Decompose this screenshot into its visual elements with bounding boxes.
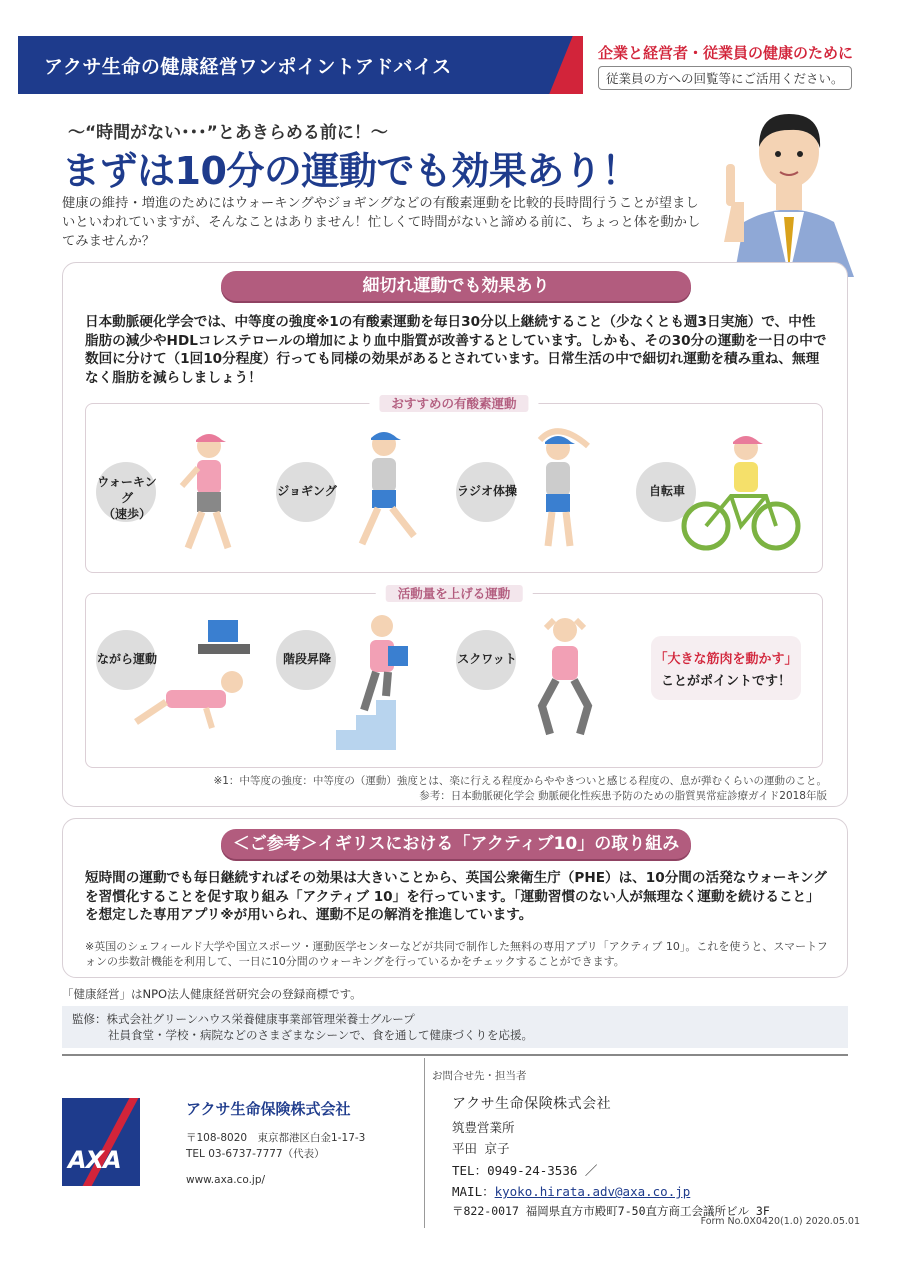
businessman-illustration	[704, 102, 874, 277]
exercise-label-stairs: 階段昇降	[282, 652, 331, 666]
header-title: アクサ生命の健康経営ワンポイントアドバイス	[44, 56, 452, 78]
exercise-card-jogging	[276, 410, 444, 550]
section1-body: 日本動脈硬化学会では、中等度の強度※1の有酸素運動を毎日30分以上継続すること（少なくとも週3日実施）で、中性脂肪の減少やHDLコレステロールの増加により血中脂質が改善するとしています。しかも、その30分の運動を一日の中で数回に分けて（1回10分程度）行っても同様の効果があるとされています。日常生活の中で細切れ運動を積み重ね、無理なく脂肪を減らしましょう！	[85, 314, 827, 386]
hero-intro: 健康の維持・増進のためにはウォーキングやジョギングなどの有酸素運動を比較的長時間行うことが望ましいといわれていますが、そんなことはありません！忙しくて時間がないと諦める前に、ちょっと体を動かしてみませんか？	[62, 196, 701, 249]
exercise-label-squat: スクワット	[457, 652, 517, 666]
exercise-label-jogging: ジョギング	[277, 484, 337, 498]
header-subtitle: 企業と経営者・従業員の健康のために	[598, 44, 854, 62]
aerobic-exercise-box	[85, 396, 823, 573]
hero-headline: まずは10分の運動でも効果あり！	[62, 149, 639, 193]
point-black-text: ことがポイントです！	[660, 674, 791, 689]
company-url[interactable]: www.axa.co.jp/	[186, 1174, 266, 1186]
contact-address: 〒822-0017 福岡県直方市殿町7-50直方商工会議所ビル 3F	[452, 1204, 770, 1218]
header-note: 従業員の方への回覧等にご活用ください。	[598, 66, 852, 90]
footer-vertical-divider	[424, 1058, 425, 1228]
exercise-card-stairs	[276, 600, 444, 740]
supervision-line2: 社員食堂・学校・病院などのさまざまなシーンで、食を通して健康づくりを応援。	[108, 1028, 534, 1042]
exercise-card-walking	[96, 410, 264, 550]
aerobic-label: おすすめの有酸素運動	[379, 395, 528, 412]
contact-tel: TEL：0949-24-3536 ／	[452, 1163, 598, 1178]
supervision-box	[62, 1006, 848, 1048]
contact-mail-label: MAIL：	[452, 1184, 495, 1199]
company-name: アクサ生命保険株式会社	[186, 1100, 351, 1118]
footnote-reference: 参考：日本動脈硬化学会 動脈硬化性疾患予防のための脂質異常症診療ガイド2018年版	[419, 790, 827, 802]
contact-person: 平田 京子	[452, 1141, 510, 1156]
exercise-card-multitask	[96, 600, 264, 740]
floor-exercise-figure-icon	[126, 610, 266, 750]
bicycle-figure-icon	[676, 426, 806, 556]
section1-title: 細切れ運動でも効果あり	[221, 271, 691, 301]
contact-office: 筑豊営業所	[452, 1120, 515, 1135]
jogging-figure-icon	[344, 426, 434, 556]
exercise-label-bicycle: 自転車	[648, 484, 685, 498]
exercise-label-walking: ウォーキング （速歩）	[97, 475, 157, 521]
supervision-line1: 監修：株式会社グリーンハウス栄養健康事業部管理栄養士グループ	[72, 1012, 415, 1026]
exercise-card-squat	[456, 600, 624, 740]
walking-figure-icon	[164, 428, 254, 558]
activity-exercise-box	[85, 586, 823, 768]
section-short-exercise	[62, 262, 848, 807]
form-number: Form No.0X0420(1.0) 2020.05.01	[700, 1216, 860, 1227]
header-accent	[549, 36, 583, 94]
footnote-intensity: ※1：中等度の強度：中等度の（運動）強度とは、楽に行える程度からややきついと感じる程度の、息が弾むくらいの運動のこと。	[213, 775, 827, 787]
trademark-note: 「健康経営」はNPO法人健康経営研究会の登録商標です。	[62, 987, 362, 1001]
point-red-text: 「大きな筋肉を動かす」	[654, 652, 798, 667]
exercise-card-radio-exercise	[456, 410, 624, 550]
axa-logo-text: AXA	[68, 1146, 121, 1174]
section2-title: ＜ご参考＞イギリスにおける「アクティブ10」の取り組み	[221, 829, 691, 859]
stair-climbing-figure-icon	[336, 610, 436, 750]
axa-logo	[62, 1098, 140, 1186]
contact-mail-link[interactable]: kyoko.hirata.adv@axa.co.jp	[494, 1184, 691, 1199]
footer-divider	[62, 1054, 848, 1056]
header-bar	[18, 36, 583, 94]
company-tel: TEL 03-6737-7777（代表）	[186, 1148, 325, 1160]
stretching-figure-icon	[518, 426, 608, 556]
section2-note: ※英国のシェフィールド大学や国立スポーツ・運動医学センターなどが共同で制作した無料の専用アプリ「アクティブ 10」。これを使うと、スマートフォンの歩数計機能を利用して、一日に10分間のウォーキングを行っているかをチェックすることができます。	[85, 940, 828, 968]
exercise-label-multitask: ながら運動	[96, 652, 157, 666]
company-address: 〒108-8020 東京都港区白金1-17-3	[186, 1132, 366, 1144]
contact-company: アクサ生命保険株式会社	[452, 1096, 612, 1112]
squat-figure-icon	[520, 610, 620, 750]
section-active10	[62, 818, 848, 978]
activity-label: 活動量を上げる運動	[386, 585, 523, 602]
section2-body: 短時間の運動でも毎日継続すればその効果は大きいことから、英国公衆衛生庁（PHE）は、10分間の活発なウォーキングを習慣化することを促す取り組み「アクティブ 10」を行っています。「運動習慣のない人が無理なく運動を続けること」を想定した専用アプリ※が用いられ、運動不足の解消を推進しています。	[85, 870, 827, 923]
contact-mail	[452, 1182, 690, 1200]
point-callout	[651, 636, 801, 700]
hero-kicker: ～“時間がない･･･”とあきらめる前に！～	[68, 123, 388, 143]
exercise-card-bicycle	[636, 410, 804, 550]
contact-heading: お問合せ先・担当者	[432, 1070, 527, 1082]
exercise-label-radio-exercise: ラジオ体操	[456, 484, 517, 498]
